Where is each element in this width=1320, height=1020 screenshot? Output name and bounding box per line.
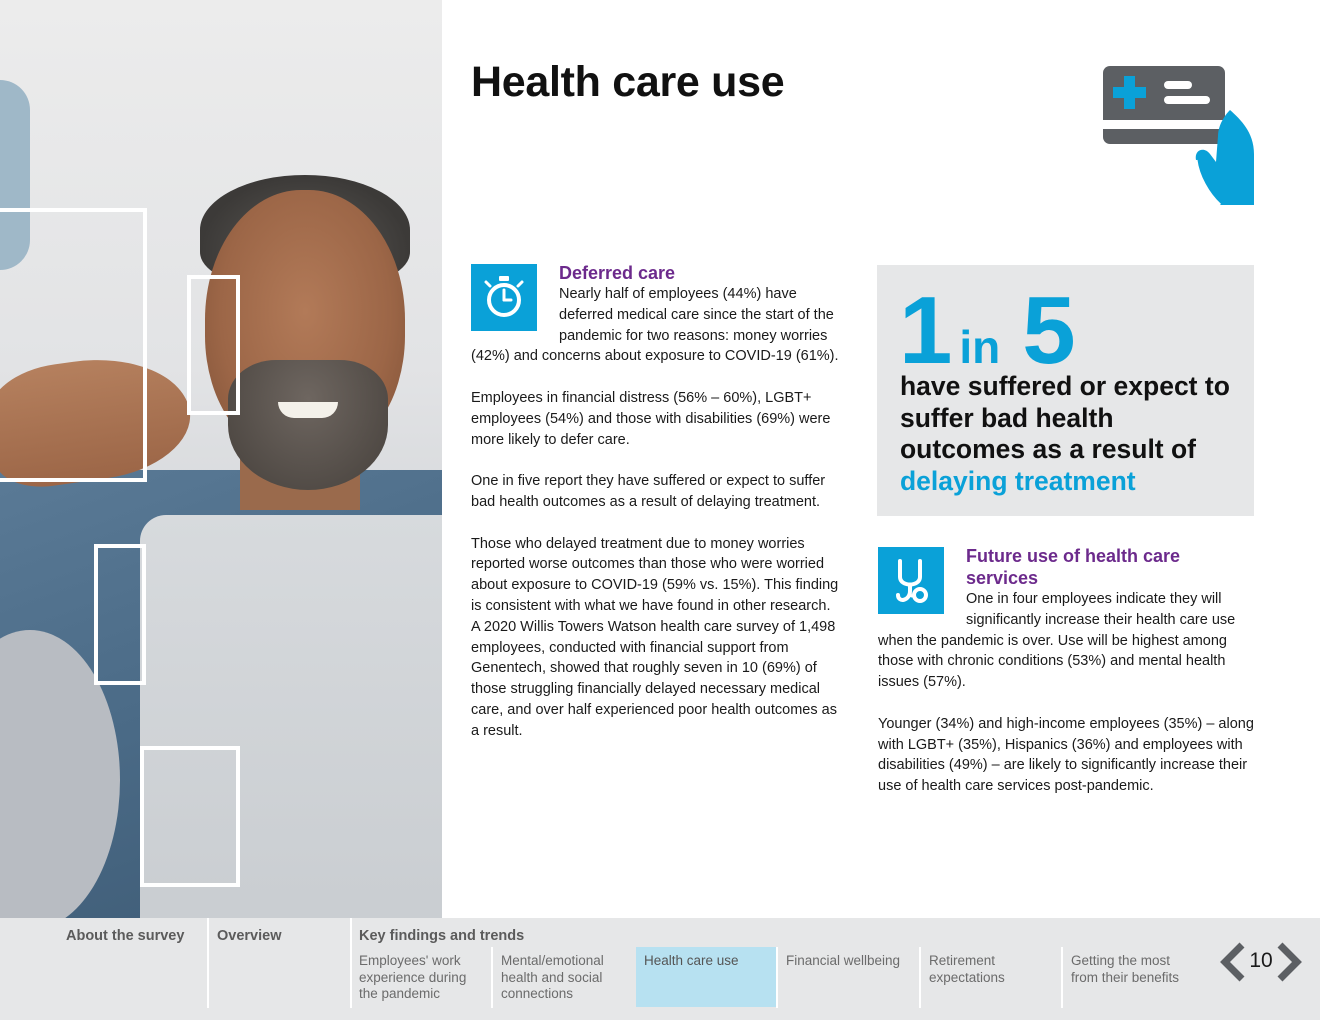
stat-connector: in bbox=[959, 321, 1001, 373]
nav-divider bbox=[1061, 947, 1063, 1008]
nav-item-label: Financial wellbeing bbox=[786, 953, 901, 968]
body-paragraph: Those who delayed treatment due to money worries reported worse outcomes than those who were worried about exposure to COVID-19 (59% vs. 15%). This finding is consistent with what we have found in other research. A 2020 Willis Towers Watson health care survey of 1,498 employees, conducted with financial support from Genentech, showed that roughly seven in 10 (69%) of those struggling financially delayed necessary medical care, and over half experienced poor health outcomes as a result. bbox=[471, 535, 839, 739]
nav-item-label: Getting the most from their benefits bbox=[1071, 953, 1180, 985]
photo-beard bbox=[228, 360, 388, 490]
nav-item-work-experience[interactable] bbox=[351, 947, 491, 1007]
bottom-navigation bbox=[0, 918, 1320, 1020]
nav-section-key-findings[interactable]: Key findings and trends bbox=[359, 928, 525, 944]
nav-item-label: Health care use bbox=[644, 953, 739, 968]
nav-item-mental-health[interactable] bbox=[493, 947, 633, 1007]
stopwatch-icon bbox=[471, 264, 537, 331]
stat-callout bbox=[877, 265, 1254, 516]
health-card-hand-icon bbox=[1100, 64, 1256, 208]
body-paragraph: Nearly half of employees (44%) have deferred medical care since the start of the pandemic for two reasons: money worries (42%) and concerns about exposure to COVID-19 (61%). bbox=[471, 286, 839, 365]
nav-item-benefits[interactable] bbox=[1063, 947, 1203, 1007]
future-use-section bbox=[878, 545, 1256, 818]
nav-item-label: Employees' work experience during the pandemic bbox=[359, 953, 467, 1002]
body-paragraph: One in five report they have suffered or expect to suffer bad health outcomes as a result of delaying treatment. bbox=[471, 473, 826, 510]
nav-section-about[interactable]: About the survey bbox=[66, 928, 185, 944]
page-number: 10 bbox=[1249, 949, 1273, 972]
nav-item-label: Retirement expectations bbox=[929, 953, 1005, 985]
nav-item-health-care-use[interactable] bbox=[636, 947, 776, 1007]
stat-highlight: delaying treatment bbox=[900, 465, 1136, 496]
body-paragraph: Employees in financial distress (56% – 60%), LGBT+ employees (54%) and those with disabilities (69%) were more likely to defer care. bbox=[471, 389, 831, 448]
nav-divider bbox=[776, 947, 778, 1008]
deferred-care-heading: Deferred care bbox=[559, 263, 676, 283]
page-title: Health care use bbox=[471, 58, 785, 106]
decorative-frame bbox=[0, 208, 147, 482]
stat-ratio bbox=[899, 277, 1073, 384]
future-use-heading: Future use of health care services bbox=[966, 546, 1181, 588]
nav-item-label: Mental/emotional health and social connections bbox=[501, 953, 604, 1002]
stat-text: have suffered or expect to suffer bad health outcomes as a result of bbox=[900, 371, 1230, 465]
nav-item-financial-wellbeing[interactable] bbox=[778, 947, 918, 1007]
nav-divider bbox=[207, 918, 209, 1008]
decorative-frame bbox=[187, 275, 240, 415]
photo-smile bbox=[278, 402, 338, 418]
hero-photo bbox=[0, 0, 442, 918]
nav-divider bbox=[491, 947, 493, 1008]
stat-description bbox=[900, 371, 1240, 497]
body-paragraph: Younger (34%) and high-income employees (35%) – along with LGBT+ (35%), Hispanics (36%) and employees with disabilities (49%) – are likely to significantly increase their use of health care services post-pandemic. bbox=[878, 715, 1254, 795]
stat-numerator: 1 bbox=[899, 277, 950, 384]
deferred-care-section bbox=[471, 262, 839, 762]
decorative-frame bbox=[140, 746, 240, 887]
body-paragraph: One in four employees indicate they will significantly increase their health care use when the pandemic is over. Use will be highest among those with chronic conditions (53%) and mental health issues (57%). bbox=[878, 591, 1236, 691]
nav-item-retirement[interactable] bbox=[921, 947, 1061, 1007]
stat-denominator: 5 bbox=[1022, 277, 1073, 384]
nav-divider bbox=[919, 947, 921, 1008]
next-page-icon[interactable] bbox=[1276, 942, 1302, 982]
nav-section-overview[interactable]: Overview bbox=[217, 928, 282, 944]
stethoscope-icon bbox=[878, 547, 944, 614]
pager bbox=[1220, 942, 1302, 982]
decorative-frame bbox=[94, 544, 146, 685]
